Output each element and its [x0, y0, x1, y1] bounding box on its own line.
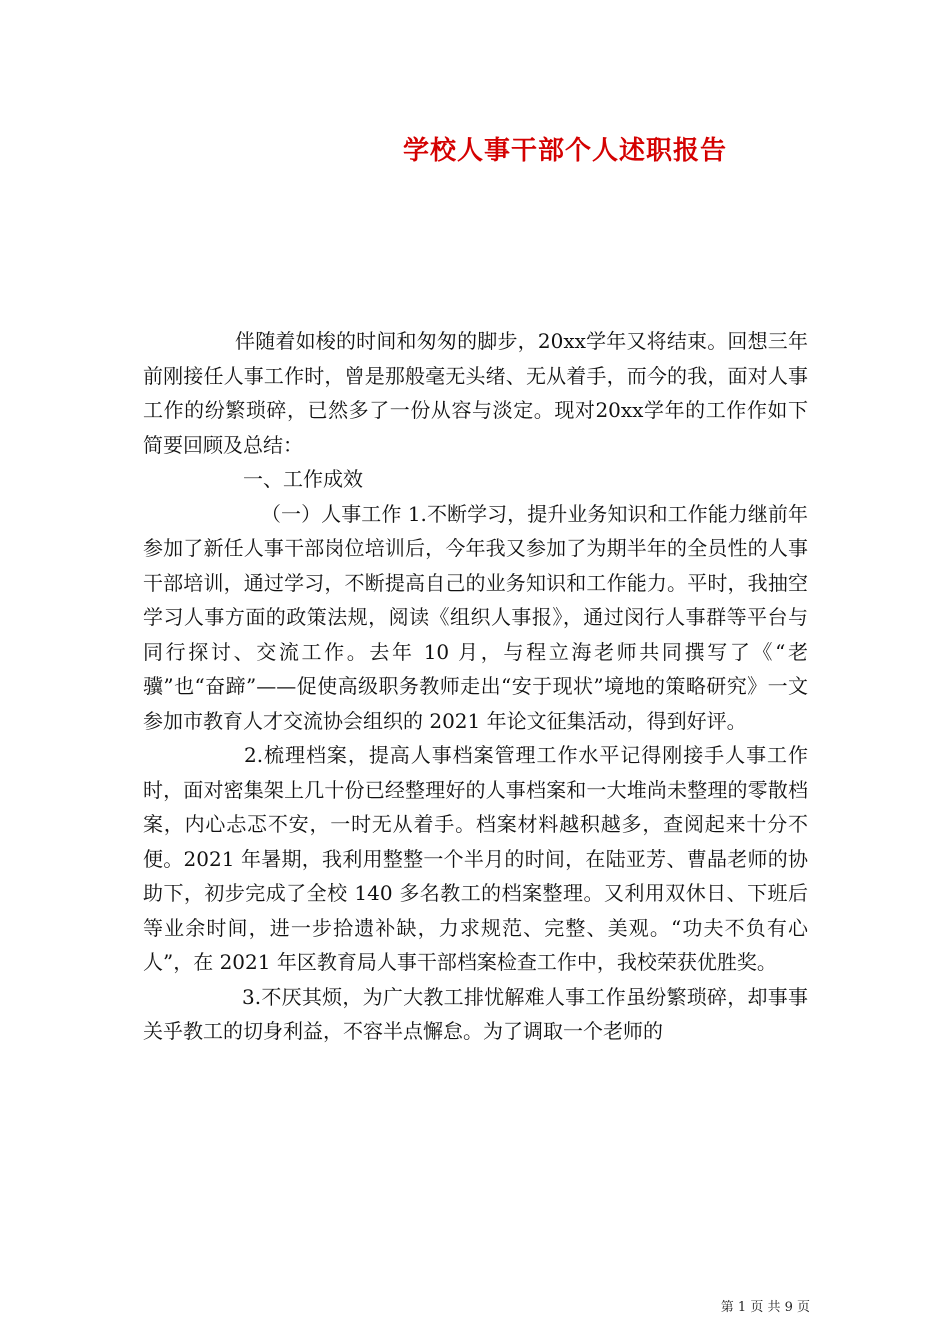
paragraph-item-3: 3.不厌其烦，为广大教工排忧解难人事工作虽纷繁琐碎，却事事关乎教工的切身利益，不容半点懈怠。为了调取一个老师的 [143, 984, 808, 1043]
document-title: 学校人事干部个人述职报告 [402, 136, 727, 166]
page-number: 第 1 页 共 9 页 [720, 1300, 810, 1315]
paragraph-item-2: 2.梳理档案，提高人事档案管理工作水平记得刚接手人事工作时，面对密集架上几十份已经整理好的人事档案和一大堆尚未整理的零散档案，内心忐忑不安，一时无从着手。档案材料越积越多，查阅起来十分不便。2021 年暑期，我利用整整一个半月的时间，在陆亚芳、曹晶老师的协助下，初步完成了全校 140 多名教工的档案整理。又利用双休日、下班后等业余时间，进一步拾遗补缺，力求规范、完整、美观。“功夫不负有心人”，在 2021 年区教育局人事干部档案检查工作中，我校荣获优胜奖。 [143, 743, 808, 974]
section-heading: 一、工作成效 [243, 467, 363, 491]
paragraph-item-1: （一）人事工作 1.不断学习，提升业务知识和工作能力继前年参加了新任人事干部岗位培训后，今年我又参加了为期半年的全员性的人事干部培训，通过学习，不断提高自己的业务知识和工作能力。平时，我抽空学习人事方面的政策法规，阅读《组织人事报》，通过闵行人事群等平台与同行探讨、交流工作。去年 10 月，与程立海老师共同撰写了《“老骥”也“奋蹄”——促使高级职务教师走出“安于现状”境地的策略研究》一文参加市教育人才交流协会组织的 2021 年论文征集活动，得到好评。 [143, 501, 808, 733]
document-body [143, 324, 808, 1049]
paragraph-intro: 伴随着如梭的时间和匆匆的脚步，20xx学年又将结束。回想三年前刚接任人事工作时，曾是那般毫无头绪、无从着手，而今的我，面对人事工作的纷繁琐碎，已然多了一份从容与淡定。现对20xx学年的工作作如下简要回顾及总结： [143, 329, 808, 457]
